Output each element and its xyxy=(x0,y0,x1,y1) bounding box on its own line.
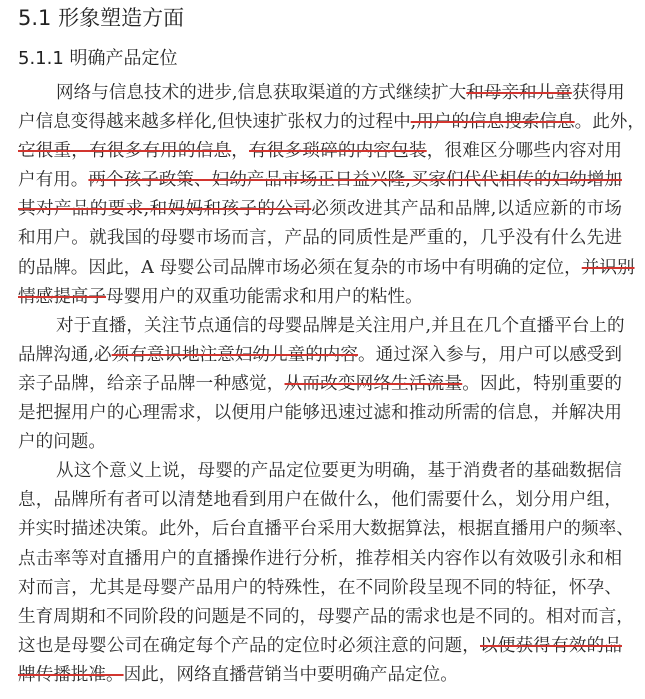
text-segment: ， xyxy=(231,141,249,162)
text-line xyxy=(18,603,634,632)
text-segment: 的品牌。因此，A 母婴公司品牌市场必须在复杂的市场中有明确的定位， xyxy=(18,257,582,278)
text-line xyxy=(18,632,622,661)
text-segment: 和用户。就我国的母婴市场而言，产品的同质性是严重的，几乎没有什么先进 xyxy=(18,228,622,249)
text-segment: 对于直播，关注节点通信的母婴品牌是关注用户,并且在几个直播平台上的 xyxy=(56,315,625,336)
text-segment: 生育周期和不同阶段的问题是不同的，母婴产品的需求也是不同的。相对而言， xyxy=(18,606,634,627)
text-segment: 是把握用户的心理需求，以便用户能够迅速过滤和推动所需的信息，并解决用 xyxy=(18,403,622,424)
struck-text: 两个孩子政策、妇幼产品市场正日益兴隆,买家们代代相传的妇幼增加 xyxy=(88,170,622,191)
document-body xyxy=(18,79,645,690)
text-segment: 网络与信息技术的进步,信息获取渠道的方式继续扩大 xyxy=(56,83,467,103)
text-segment: 息，品牌所有者可以清楚地看到用户在做什么，他们需要什么，划分用户组， xyxy=(18,490,622,511)
struck-text: 从而改变网络生活流量 xyxy=(284,373,463,394)
text-segment: 户有用。 xyxy=(18,170,89,191)
text-segment: 因此，网络直播营销当中要明确产品定位。 xyxy=(123,664,458,685)
struck-text: 以便获得有效的品 xyxy=(480,635,622,656)
text-segment: 母婴用户的双重功能需求和用户的粘性。 xyxy=(105,286,423,307)
text-segment: 点击率等对直播用户的直播操作进行分析，推荐相关内容作以有效吸引永和相 xyxy=(18,548,622,569)
text-line xyxy=(18,195,622,224)
text-line xyxy=(18,108,645,137)
text-line xyxy=(18,312,625,341)
struck-text: 有很多琐碎的内容包装 xyxy=(249,141,427,162)
text-segment: 这也是母婴公司在确定每个产品的定位时必须注意的问题， xyxy=(18,635,480,656)
text-line xyxy=(18,457,622,486)
text-segment: 对而言，尤其是母婴产品用户的特殊性，在不同阶段呈现不同的特征，怀孕、 xyxy=(18,577,622,598)
text-segment: ，很难区分哪些内容对用 xyxy=(426,141,622,162)
struck-text: 情感提高子 xyxy=(18,286,106,307)
text-line xyxy=(18,399,622,428)
text-segment: 户的问题。 xyxy=(18,432,106,453)
struck-text: 和母亲和儿童 xyxy=(466,83,572,103)
struck-text: 其对产品的要求,和妈妈和孩子的公司 xyxy=(18,199,312,220)
text-line xyxy=(18,515,634,544)
text-segment: 从这个意义上说，母婴的产品定位要更为明确，基于消费者的基础数据信 xyxy=(56,461,622,482)
struck-text: 牌传播批准。 xyxy=(18,664,124,685)
text-line xyxy=(18,486,622,515)
text-segment: 必须改进其产品和品牌,以适应新的市场 xyxy=(311,199,622,220)
struck-text: 并识别 xyxy=(581,257,635,278)
text-line xyxy=(18,166,622,195)
text-line xyxy=(18,428,622,457)
subsection-heading: 5.1.1 明确产品定位 xyxy=(18,48,178,69)
text-segment: 。此外， xyxy=(574,112,645,133)
text-segment: 。因此，特别重要的 xyxy=(462,373,622,394)
text-line xyxy=(18,137,622,166)
text-segment: 品牌沟通,必 xyxy=(18,344,112,365)
text-line xyxy=(18,370,622,399)
text-segment: 并实时描述决策。此外，后台直播平台采用大数据算法，根据直播用户的频率、 xyxy=(18,519,634,540)
text-line xyxy=(18,661,622,690)
struck-text: ,用户的信息搜索信息 xyxy=(410,112,575,133)
text-segment: 亲子品牌，给亲子品牌一种感觉， xyxy=(18,373,285,394)
text-line xyxy=(18,341,622,370)
struck-text: 它很重，有很多有用的信息 xyxy=(18,141,232,162)
text-line xyxy=(18,574,622,603)
text-segment: 获得用 xyxy=(571,83,625,103)
text-segment: 。通过深入参与，用户可以感受到 xyxy=(358,344,623,365)
text-line xyxy=(18,545,622,574)
section-heading: 5.1 形象塑造方面 xyxy=(18,6,185,30)
text-line xyxy=(18,224,622,253)
struck-text: 须有意识地注意妇幼儿童的内容 xyxy=(111,344,359,365)
text-line xyxy=(18,283,622,312)
text-line xyxy=(18,254,635,283)
text-segment: 户信息变得越来越多样化,但快速扩张权力的过程中 xyxy=(18,112,411,133)
text-line xyxy=(18,79,625,108)
